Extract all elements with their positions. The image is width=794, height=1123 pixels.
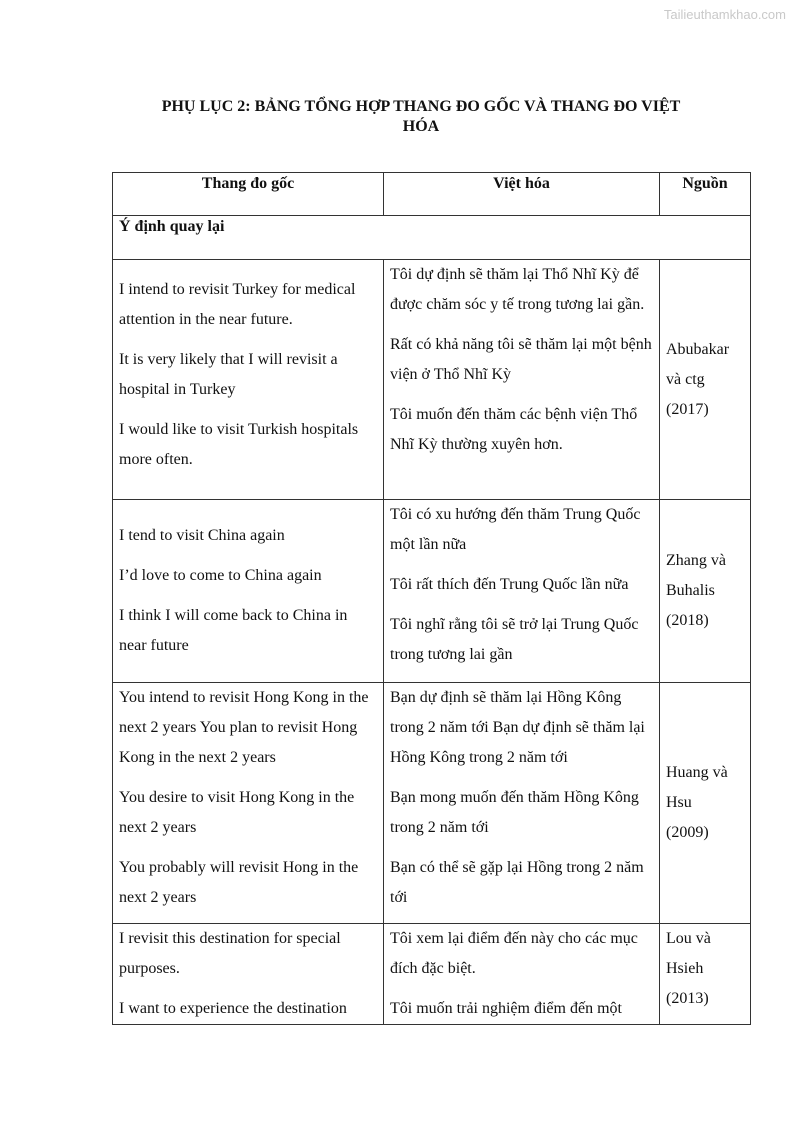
title-line-2: HÓA [402,118,440,135]
original-item: I’d love to come to China again [119,567,322,584]
vietnamese-item: Tôi xem lại điểm đến này cho các mục đích đặc biệt. [390,930,638,977]
original-cell [113,500,384,683]
original-item: I think I will come back to China in near future [119,607,348,654]
vietnamese-cell [384,924,660,1025]
source-line: và ctg [666,370,705,388]
source-line: (2013) [666,990,709,1007]
watermark: Tailieuthamkhao.com [663,7,786,22]
table-row [113,924,751,1025]
original-item: It is very likely that I will revisit a hospital in Turkey [119,350,338,398]
header-original-scale: Thang đo gốc [113,173,384,216]
original-cell [113,683,384,924]
original-item: You intend to revisit Hong Kong in the next 2 years You plan to revisit Hong Kong in the next 2 years [119,689,369,766]
vietnamese-item: Tôi nghĩ rằng tôi sẽ trở lại Trung Quốc trong tương lai gần [390,616,639,663]
source-cell [660,500,751,683]
scale-table [112,172,751,1025]
original-item: I revisit this destination for special purposes. [119,930,341,977]
source-line: Hsu [666,794,692,811]
original-item: You desire to visit Hong Kong in the next 2 years [119,789,355,836]
source-cell [660,924,751,1025]
original-cell [113,260,384,500]
vietnamese-item: Bạn có thể sẽ gặp lại Hồng trong 2 năm tới [390,859,644,906]
vietnamese-cell [384,260,660,500]
table-header-row [113,173,751,216]
source-line: (2009) [666,824,709,841]
vietnamese-item: Tôi muốn đến thăm các bệnh viện Thổ Nhĩ Kỳ thường xuyên hơn. [390,406,638,453]
page-title [112,97,730,137]
title-line-1: PHỤ LỤC 2: BẢNG TỔNG HỢP THANG ĐO GỐC VÀ THANG ĐO VIỆT [161,98,681,115]
vietnamese-item: Bạn mong muốn đến thăm Hồng Kông trong 2 năm tới [390,789,639,836]
table-row [113,683,751,924]
vietnamese-item: Tôi muốn trải nghiệm điểm đến một [390,1000,622,1017]
source-line: Hsieh [666,960,704,977]
original-item: You probably will revisit Hong in the next 2 years [119,859,359,906]
source-line: Zhang và [666,552,726,569]
header-vietnamese: Việt hóa [384,173,660,216]
vietnamese-cell [384,683,660,924]
source-cell [660,683,751,924]
table-row [113,500,751,683]
vietnamese-cell [384,500,660,683]
source-line: Lou và [666,930,711,947]
vietnamese-item: Tôi dự định sẽ thăm lại Thổ Nhĩ Kỳ để được chăm sóc y tế trong tương lai gần. [390,266,645,313]
vietnamese-item: Tôi có xu hướng đến thăm Trung Quốc một lần nữa [390,506,641,553]
original-cell [113,924,384,1025]
source-line: (2018) [666,612,709,629]
header-source: Nguồn [660,173,751,216]
original-item: I would like to visit Turkish hospitals more often. [119,420,359,468]
table-row [113,260,751,500]
vietnamese-item: Rất có khả năng tôi sẽ thăm lại một bệnh viện ở Thổ Nhĩ Kỳ [390,336,652,383]
source-line: Abubakar [666,340,730,358]
group-row [113,216,751,260]
source-line: Huang và [666,764,728,781]
original-item: I intend to revisit Turkey for medical attention in the near future. [119,280,356,328]
group-label: Ý định quay lại [113,216,751,260]
original-item: I tend to visit China again [119,527,285,544]
original-item: I want to experience the destination [119,1000,347,1017]
source-line: Buhalis [666,582,715,599]
vietnamese-item: Bạn dự định sẽ thăm lại Hồng Kông trong 2 năm tới Bạn dự định sẽ thăm lại Hồng Kông trong 2 năm tới [390,689,645,766]
vietnamese-item: Tôi rất thích đến Trung Quốc lần nữa [390,576,629,593]
source-cell [660,260,751,500]
source-line: (2017) [666,400,709,418]
